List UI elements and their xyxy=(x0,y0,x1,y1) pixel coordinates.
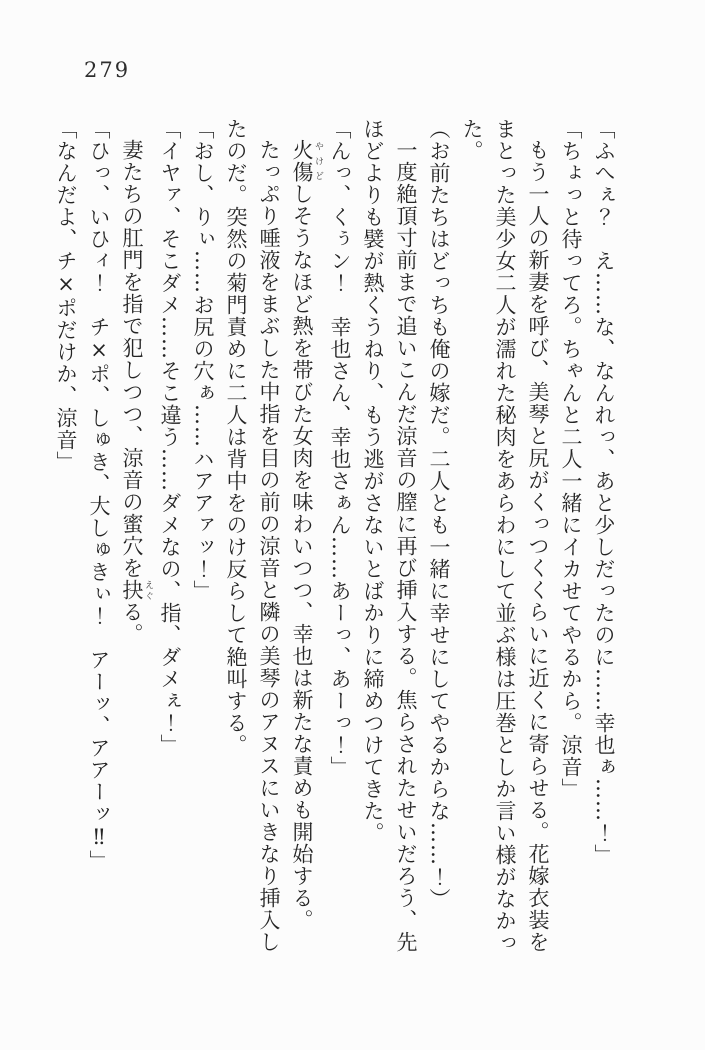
page-number: 279 xyxy=(84,58,131,82)
paragraph-narration: 妻たちの肛門を指で犯しつつ、涼音の蜜穴を抉 えぐる。 xyxy=(120,139,153,645)
paragraph-thought: （お前たちはどっちも俺の嫁だ。二人とも一緒に幸せにしてやるからな……！） xyxy=(427,118,451,910)
paragraph-dialogue: 「おし、りぃ……お尻の穴ぁ……ハアアァッ！」 xyxy=(191,118,215,602)
paragraph-dialogue: 「ちょっと待ってろ。ちゃんと二人一緒にイカせてやるから。涼音」 xyxy=(559,118,583,800)
paragraph-narration: 一度絶頂寸前まで追いこんだ涼音の膣に再び挿入する。焦らされたせいだろう、先ほどよりも襞が熱くうねり、もう逃がさないとばかりに締めつけてきた。 xyxy=(361,118,418,953)
text-block xyxy=(54,118,620,956)
paragraph-dialogue: 「ふへぇ？ え……な、なんれっ、あと少しだったのに……幸也ぁ……！」 xyxy=(592,118,616,866)
paragraph-narration: たっぷり唾液をまぶした中指を目の前の涼音と隣の美琴のアヌスにいきなり挿入したのだ。突然の菊門責めに二人は背中をのけ反らして絶叫する。 xyxy=(224,118,281,953)
paragraph-narration: もう一人の新妻を呼び、美琴と尻がくっつくくらいに近くに寄らせる。花嫁衣装をまとった美少女二人が濡れた秘肉をあらわにして並ぶ様は圧巻としか言い様がなかった。 xyxy=(460,118,550,954)
ruby-annotated-word: 火傷 やけど xyxy=(290,139,323,183)
ruby-annotated-word: 抉 えぐ xyxy=(120,579,153,601)
paragraph-narration: 火傷 やけどしそうなほど熱を帯びた女肉を味わいつつ、幸也は新たな責めも開始する。 xyxy=(290,139,323,931)
paragraph-dialogue: 「んっ、くぅン！ 幸也さん、幸也さぁん……あーっ、あーっ！」 xyxy=(328,118,352,778)
paragraph-dialogue: 「なんだよ、チ×ポだけか、涼音」 xyxy=(54,118,78,473)
paragraph-dialogue: 「ひっ、いひィ！ チ×ポ、しゅき、大しゅきぃ！ アーッ、アアーッ‼」 xyxy=(87,118,111,872)
paragraph-dialogue: 「イヤァ、そこダメ……そこ違う……ダメなの、指、ダメぇ！」 xyxy=(158,118,182,756)
